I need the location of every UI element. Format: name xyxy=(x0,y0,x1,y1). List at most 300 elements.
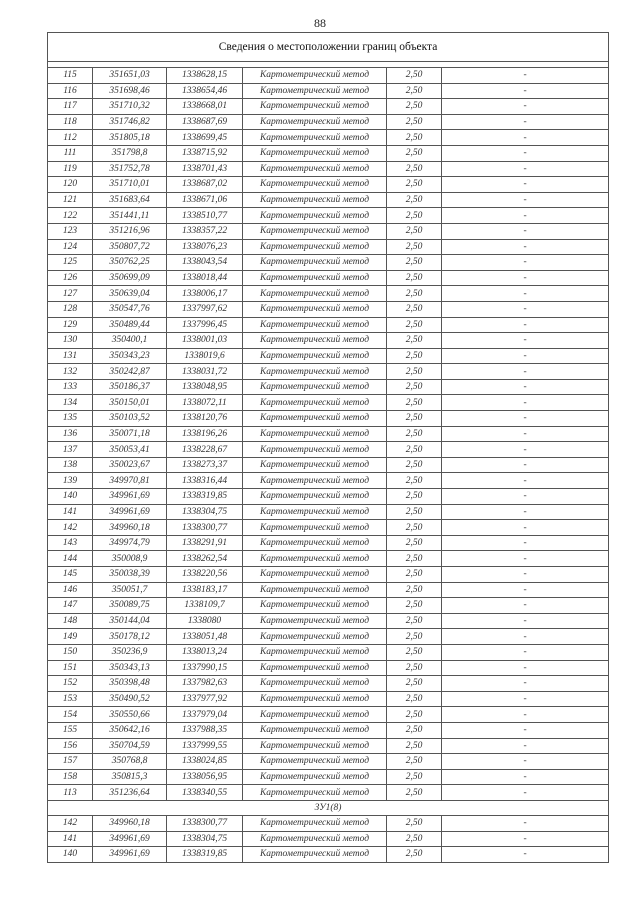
x-coordinate-cell: 350089,75 xyxy=(93,598,167,614)
accuracy-cell: 2,50 xyxy=(387,660,442,676)
x-coordinate-cell: 349974,79 xyxy=(93,535,167,551)
table-row xyxy=(48,473,609,489)
section-header-row xyxy=(48,800,609,815)
accuracy-cell: 2,50 xyxy=(387,613,442,629)
table-row xyxy=(48,831,609,847)
x-coordinate-cell: 350038,39 xyxy=(93,567,167,583)
table-row xyxy=(48,348,609,364)
description-cell: - xyxy=(442,426,609,442)
description-cell: - xyxy=(442,348,609,364)
accuracy-cell: 2,50 xyxy=(387,177,442,193)
point-number-cell: 119 xyxy=(48,161,93,177)
y-coordinate-cell: 1337982,63 xyxy=(167,676,243,692)
accuracy-cell: 2,50 xyxy=(387,707,442,723)
x-coordinate-cell: 350178,12 xyxy=(93,629,167,645)
point-number-cell: 116 xyxy=(48,83,93,99)
method-cell: Картометрический метод xyxy=(243,489,387,505)
accuracy-cell: 2,50 xyxy=(387,145,442,161)
table-row xyxy=(48,130,609,146)
y-coordinate-cell: 1337977,92 xyxy=(167,691,243,707)
point-number-cell: 120 xyxy=(48,177,93,193)
y-coordinate-cell: 1338319,85 xyxy=(167,847,243,863)
point-number-cell: 122 xyxy=(48,208,93,224)
accuracy-cell: 2,50 xyxy=(387,847,442,863)
description-cell: - xyxy=(442,457,609,473)
x-coordinate-cell: 351236,64 xyxy=(93,785,167,801)
table-row xyxy=(48,317,609,333)
table-row xyxy=(48,364,609,380)
method-cell: Картометрический метод xyxy=(243,379,387,395)
description-cell: - xyxy=(442,769,609,785)
accuracy-cell: 2,50 xyxy=(387,473,442,489)
table-row xyxy=(48,847,609,863)
y-coordinate-cell: 1338687,02 xyxy=(167,177,243,193)
method-cell: Картометрический метод xyxy=(243,223,387,239)
x-coordinate-cell: 350053,41 xyxy=(93,442,167,458)
description-cell: - xyxy=(442,535,609,551)
point-number-cell: 147 xyxy=(48,598,93,614)
y-coordinate-cell: 1338220,56 xyxy=(167,567,243,583)
description-cell: - xyxy=(442,83,609,99)
description-cell: - xyxy=(442,551,609,567)
description-cell: - xyxy=(442,411,609,427)
description-cell: - xyxy=(442,379,609,395)
y-coordinate-cell: 1337988,35 xyxy=(167,722,243,738)
point-number-cell: 148 xyxy=(48,613,93,629)
table-row xyxy=(48,99,609,115)
point-number-cell: 131 xyxy=(48,348,93,364)
accuracy-cell: 2,50 xyxy=(387,114,442,130)
accuracy-cell: 2,50 xyxy=(387,379,442,395)
x-coordinate-cell: 350704,59 xyxy=(93,738,167,754)
description-cell: - xyxy=(442,192,609,208)
point-number-cell: 155 xyxy=(48,722,93,738)
table-row xyxy=(48,270,609,286)
method-cell: Картометрический метод xyxy=(243,504,387,520)
method-cell: Картометрический метод xyxy=(243,738,387,754)
y-coordinate-cell: 1338076,23 xyxy=(167,239,243,255)
table-row xyxy=(48,815,609,831)
point-number-cell: 152 xyxy=(48,676,93,692)
x-coordinate-cell: 350071,18 xyxy=(93,426,167,442)
point-number-cell: 133 xyxy=(48,379,93,395)
description-cell: - xyxy=(442,660,609,676)
table-row xyxy=(48,114,609,130)
y-coordinate-cell: 1338316,44 xyxy=(167,473,243,489)
x-coordinate-cell: 350186,37 xyxy=(93,379,167,395)
x-coordinate-cell: 349960,18 xyxy=(93,815,167,831)
point-number-cell: 151 xyxy=(48,660,93,676)
point-number-cell: 138 xyxy=(48,457,93,473)
y-coordinate-cell: 1338228,67 xyxy=(167,442,243,458)
point-number-cell: 150 xyxy=(48,644,93,660)
point-number-cell: 134 xyxy=(48,395,93,411)
method-cell: Картометрический метод xyxy=(243,831,387,847)
x-coordinate-cell: 350547,76 xyxy=(93,301,167,317)
y-coordinate-cell: 1338080 xyxy=(167,613,243,629)
method-cell: Картометрический метод xyxy=(243,301,387,317)
point-number-cell: 125 xyxy=(48,255,93,271)
table-row xyxy=(48,707,609,723)
accuracy-cell: 2,50 xyxy=(387,598,442,614)
description-cell: - xyxy=(442,629,609,645)
y-coordinate-cell: 1338262,54 xyxy=(167,551,243,567)
point-number-cell: 112 xyxy=(48,130,93,146)
x-coordinate-cell: 351698,46 xyxy=(93,83,167,99)
accuracy-cell: 2,50 xyxy=(387,223,442,239)
y-coordinate-cell: 1338018,44 xyxy=(167,270,243,286)
description-cell: - xyxy=(442,582,609,598)
y-coordinate-cell: 1338628,15 xyxy=(167,68,243,84)
description-cell: - xyxy=(442,442,609,458)
description-cell: - xyxy=(442,68,609,84)
x-coordinate-cell: 350807,72 xyxy=(93,239,167,255)
method-cell: Картометрический метод xyxy=(243,364,387,380)
y-coordinate-cell: 1337999,55 xyxy=(167,738,243,754)
description-cell: - xyxy=(442,114,609,130)
description-cell: - xyxy=(442,785,609,801)
method-cell: Картометрический метод xyxy=(243,707,387,723)
x-coordinate-cell: 350762,25 xyxy=(93,255,167,271)
point-number-cell: 127 xyxy=(48,286,93,302)
method-cell: Картометрический метод xyxy=(243,317,387,333)
accuracy-cell: 2,50 xyxy=(387,457,442,473)
accuracy-cell: 2,50 xyxy=(387,348,442,364)
accuracy-cell: 2,50 xyxy=(387,333,442,349)
description-cell: - xyxy=(442,504,609,520)
table-row xyxy=(48,301,609,317)
description-cell: - xyxy=(442,520,609,536)
point-number-cell: 145 xyxy=(48,567,93,583)
description-cell: - xyxy=(442,691,609,707)
method-cell: Картометрический метод xyxy=(243,114,387,130)
description-cell: - xyxy=(442,161,609,177)
x-coordinate-cell: 350490,52 xyxy=(93,691,167,707)
accuracy-cell: 2,50 xyxy=(387,691,442,707)
method-cell: Картометрический метод xyxy=(243,520,387,536)
x-coordinate-cell: 350023,67 xyxy=(93,457,167,473)
method-cell: Картометрический метод xyxy=(243,145,387,161)
accuracy-cell: 2,50 xyxy=(387,99,442,115)
accuracy-cell: 2,50 xyxy=(387,520,442,536)
accuracy-cell: 2,50 xyxy=(387,192,442,208)
y-coordinate-cell: 1338715,92 xyxy=(167,145,243,161)
method-cell: Картометрический метод xyxy=(243,660,387,676)
y-coordinate-cell: 1338019,6 xyxy=(167,348,243,364)
table-title-row xyxy=(48,33,609,62)
method-cell: Картометрический метод xyxy=(243,598,387,614)
method-cell: Картометрический метод xyxy=(243,255,387,271)
table-row xyxy=(48,255,609,271)
table-row xyxy=(48,629,609,645)
method-cell: Картометрический метод xyxy=(243,99,387,115)
y-coordinate-cell: 1338510,77 xyxy=(167,208,243,224)
accuracy-cell: 2,50 xyxy=(387,629,442,645)
description-cell: - xyxy=(442,395,609,411)
accuracy-cell: 2,50 xyxy=(387,676,442,692)
point-number-cell: 132 xyxy=(48,364,93,380)
y-coordinate-cell: 1338273,37 xyxy=(167,457,243,473)
x-coordinate-cell: 351710,01 xyxy=(93,177,167,193)
y-coordinate-cell: 1338687,69 xyxy=(167,114,243,130)
x-coordinate-cell: 349970,81 xyxy=(93,473,167,489)
table-row xyxy=(48,598,609,614)
accuracy-cell: 2,50 xyxy=(387,504,442,520)
method-cell: Картометрический метод xyxy=(243,395,387,411)
x-coordinate-cell: 349961,69 xyxy=(93,489,167,505)
point-number-cell: 118 xyxy=(48,114,93,130)
point-number-cell: 115 xyxy=(48,68,93,84)
accuracy-cell: 2,50 xyxy=(387,395,442,411)
y-coordinate-cell: 1338051,48 xyxy=(167,629,243,645)
table-row xyxy=(48,411,609,427)
x-coordinate-cell: 351746,82 xyxy=(93,114,167,130)
y-coordinate-cell: 1338699,45 xyxy=(167,130,243,146)
method-cell: Картометрический метод xyxy=(243,551,387,567)
point-number-cell: 126 xyxy=(48,270,93,286)
method-cell: Картометрический метод xyxy=(243,457,387,473)
x-coordinate-cell: 350699,09 xyxy=(93,270,167,286)
x-coordinate-cell: 350150,01 xyxy=(93,395,167,411)
x-coordinate-cell: 349960,18 xyxy=(93,520,167,536)
description-cell: - xyxy=(442,815,609,831)
accuracy-cell: 2,50 xyxy=(387,364,442,380)
method-cell: Картометрический метод xyxy=(243,582,387,598)
description-cell: - xyxy=(442,738,609,754)
method-cell: Картометрический метод xyxy=(243,208,387,224)
x-coordinate-cell: 350642,16 xyxy=(93,722,167,738)
point-number-cell: 139 xyxy=(48,473,93,489)
x-coordinate-cell: 350398,48 xyxy=(93,676,167,692)
point-number-cell: 111 xyxy=(48,145,93,161)
y-coordinate-cell: 1338006,17 xyxy=(167,286,243,302)
table-row xyxy=(48,769,609,785)
description-cell: - xyxy=(442,567,609,583)
table-row xyxy=(48,333,609,349)
x-coordinate-cell: 350103,52 xyxy=(93,411,167,427)
description-cell: - xyxy=(442,239,609,255)
table-row xyxy=(48,660,609,676)
description-cell: - xyxy=(442,270,609,286)
accuracy-cell: 2,50 xyxy=(387,785,442,801)
description-cell: - xyxy=(442,489,609,505)
point-number-cell: 149 xyxy=(48,629,93,645)
accuracy-cell: 2,50 xyxy=(387,442,442,458)
description-cell: - xyxy=(442,223,609,239)
x-coordinate-cell: 349961,69 xyxy=(93,847,167,863)
x-coordinate-cell: 351752,78 xyxy=(93,161,167,177)
accuracy-cell: 2,50 xyxy=(387,255,442,271)
description-cell: - xyxy=(442,317,609,333)
x-coordinate-cell: 351710,32 xyxy=(93,99,167,115)
table-row xyxy=(48,520,609,536)
point-number-cell: 157 xyxy=(48,754,93,770)
method-cell: Картометрический метод xyxy=(243,83,387,99)
y-coordinate-cell: 1338291,91 xyxy=(167,535,243,551)
description-cell: - xyxy=(442,286,609,302)
y-coordinate-cell: 1337990,15 xyxy=(167,660,243,676)
y-coordinate-cell: 1338340,55 xyxy=(167,785,243,801)
x-coordinate-cell: 351216,96 xyxy=(93,223,167,239)
page-number: 88 xyxy=(314,16,326,30)
table-row xyxy=(48,68,609,84)
method-cell: Картометрический метод xyxy=(243,815,387,831)
table-row xyxy=(48,613,609,629)
method-cell: Картометрический метод xyxy=(243,130,387,146)
y-coordinate-cell: 1338183,17 xyxy=(167,582,243,598)
method-cell: Картометрический метод xyxy=(243,411,387,427)
method-cell: Картометрический метод xyxy=(243,785,387,801)
accuracy-cell: 2,50 xyxy=(387,722,442,738)
method-cell: Картометрический метод xyxy=(243,722,387,738)
method-cell: Картометрический метод xyxy=(243,442,387,458)
accuracy-cell: 2,50 xyxy=(387,551,442,567)
accuracy-cell: 2,50 xyxy=(387,754,442,770)
y-coordinate-cell: 1337996,45 xyxy=(167,317,243,333)
x-coordinate-cell: 351441,11 xyxy=(93,208,167,224)
point-number-cell: 121 xyxy=(48,192,93,208)
accuracy-cell: 2,50 xyxy=(387,208,442,224)
point-number-cell: 142 xyxy=(48,815,93,831)
y-coordinate-cell: 1338304,75 xyxy=(167,504,243,520)
accuracy-cell: 2,50 xyxy=(387,130,442,146)
table-row xyxy=(48,676,609,692)
x-coordinate-cell: 351805,18 xyxy=(93,130,167,146)
method-cell: Картометрический метод xyxy=(243,68,387,84)
table-row xyxy=(48,457,609,473)
x-coordinate-cell: 349961,69 xyxy=(93,504,167,520)
point-number-cell: 143 xyxy=(48,535,93,551)
method-cell: Картометрический метод xyxy=(243,754,387,770)
description-cell: - xyxy=(442,208,609,224)
y-coordinate-cell: 1338304,75 xyxy=(167,831,243,847)
accuracy-cell: 2,50 xyxy=(387,769,442,785)
table-row xyxy=(48,551,609,567)
method-cell: Картометрический метод xyxy=(243,676,387,692)
accuracy-cell: 2,50 xyxy=(387,411,442,427)
y-coordinate-cell: 1338668,01 xyxy=(167,99,243,115)
point-number-cell: 153 xyxy=(48,691,93,707)
description-cell: - xyxy=(442,722,609,738)
y-coordinate-cell: 1338654,46 xyxy=(167,83,243,99)
point-number-cell: 113 xyxy=(48,785,93,801)
table-row xyxy=(48,691,609,707)
accuracy-cell: 2,50 xyxy=(387,301,442,317)
point-number-cell: 141 xyxy=(48,831,93,847)
y-coordinate-cell: 1338056,95 xyxy=(167,769,243,785)
point-number-cell: 123 xyxy=(48,223,93,239)
point-number-cell: 154 xyxy=(48,707,93,723)
point-number-cell: 117 xyxy=(48,99,93,115)
description-cell: - xyxy=(442,255,609,271)
table-row xyxy=(48,644,609,660)
table-row xyxy=(48,177,609,193)
description-cell: - xyxy=(442,177,609,193)
x-coordinate-cell: 350400,1 xyxy=(93,333,167,349)
table-row xyxy=(48,145,609,161)
table-row xyxy=(48,161,609,177)
table-row xyxy=(48,754,609,770)
y-coordinate-cell: 1338319,85 xyxy=(167,489,243,505)
description-cell: - xyxy=(442,847,609,863)
table-row xyxy=(48,504,609,520)
description-cell: - xyxy=(442,99,609,115)
accuracy-cell: 2,50 xyxy=(387,426,442,442)
table-row xyxy=(48,239,609,255)
method-cell: Картометрический метод xyxy=(243,535,387,551)
point-number-cell: 140 xyxy=(48,489,93,505)
description-cell: - xyxy=(442,613,609,629)
table-row xyxy=(48,489,609,505)
point-number-cell: 124 xyxy=(48,239,93,255)
x-coordinate-cell: 350639,04 xyxy=(93,286,167,302)
point-number-cell: 136 xyxy=(48,426,93,442)
table-row xyxy=(48,208,609,224)
description-cell: - xyxy=(442,831,609,847)
y-coordinate-cell: 1338048,95 xyxy=(167,379,243,395)
method-cell: Картометрический метод xyxy=(243,192,387,208)
accuracy-cell: 2,50 xyxy=(387,831,442,847)
point-number-cell: 156 xyxy=(48,738,93,754)
accuracy-cell: 2,50 xyxy=(387,567,442,583)
x-coordinate-cell: 350343,23 xyxy=(93,348,167,364)
method-cell: Картометрический метод xyxy=(243,629,387,645)
accuracy-cell: 2,50 xyxy=(387,815,442,831)
y-coordinate-cell: 1338031,72 xyxy=(167,364,243,380)
y-coordinate-cell: 1338671,06 xyxy=(167,192,243,208)
table-row xyxy=(48,395,609,411)
table-title: Сведения о местоположении границ объекта xyxy=(48,33,609,62)
description-cell: - xyxy=(442,598,609,614)
x-coordinate-cell: 349961,69 xyxy=(93,831,167,847)
description-cell: - xyxy=(442,333,609,349)
method-cell: Картометрический метод xyxy=(243,847,387,863)
section-label: ЗУ1(8) xyxy=(48,800,609,815)
accuracy-cell: 2,50 xyxy=(387,644,442,660)
y-coordinate-cell: 1338300,77 xyxy=(167,815,243,831)
x-coordinate-cell: 350550,66 xyxy=(93,707,167,723)
accuracy-cell: 2,50 xyxy=(387,582,442,598)
y-coordinate-cell: 1338120,76 xyxy=(167,411,243,427)
table-row xyxy=(48,379,609,395)
description-cell: - xyxy=(442,754,609,770)
point-number-cell: 128 xyxy=(48,301,93,317)
table-row xyxy=(48,442,609,458)
method-cell: Картометрический метод xyxy=(243,177,387,193)
method-cell: Картометрический метод xyxy=(243,567,387,583)
x-coordinate-cell: 350051,7 xyxy=(93,582,167,598)
accuracy-cell: 2,50 xyxy=(387,161,442,177)
table-row xyxy=(48,535,609,551)
y-coordinate-cell: 1338300,77 xyxy=(167,520,243,536)
accuracy-cell: 2,50 xyxy=(387,738,442,754)
x-coordinate-cell: 350489,44 xyxy=(93,317,167,333)
point-number-cell: 140 xyxy=(48,847,93,863)
accuracy-cell: 2,50 xyxy=(387,270,442,286)
description-cell: - xyxy=(442,676,609,692)
boundary-coordinates-table xyxy=(47,32,609,863)
y-coordinate-cell: 1338013,24 xyxy=(167,644,243,660)
description-cell: - xyxy=(442,644,609,660)
x-coordinate-cell: 350144,04 xyxy=(93,613,167,629)
x-coordinate-cell: 350236,9 xyxy=(93,644,167,660)
y-coordinate-cell: 1338357,22 xyxy=(167,223,243,239)
description-cell: - xyxy=(442,145,609,161)
description-cell: - xyxy=(442,364,609,380)
x-coordinate-cell: 350343,13 xyxy=(93,660,167,676)
y-coordinate-cell: 1338001,03 xyxy=(167,333,243,349)
table-row xyxy=(48,223,609,239)
